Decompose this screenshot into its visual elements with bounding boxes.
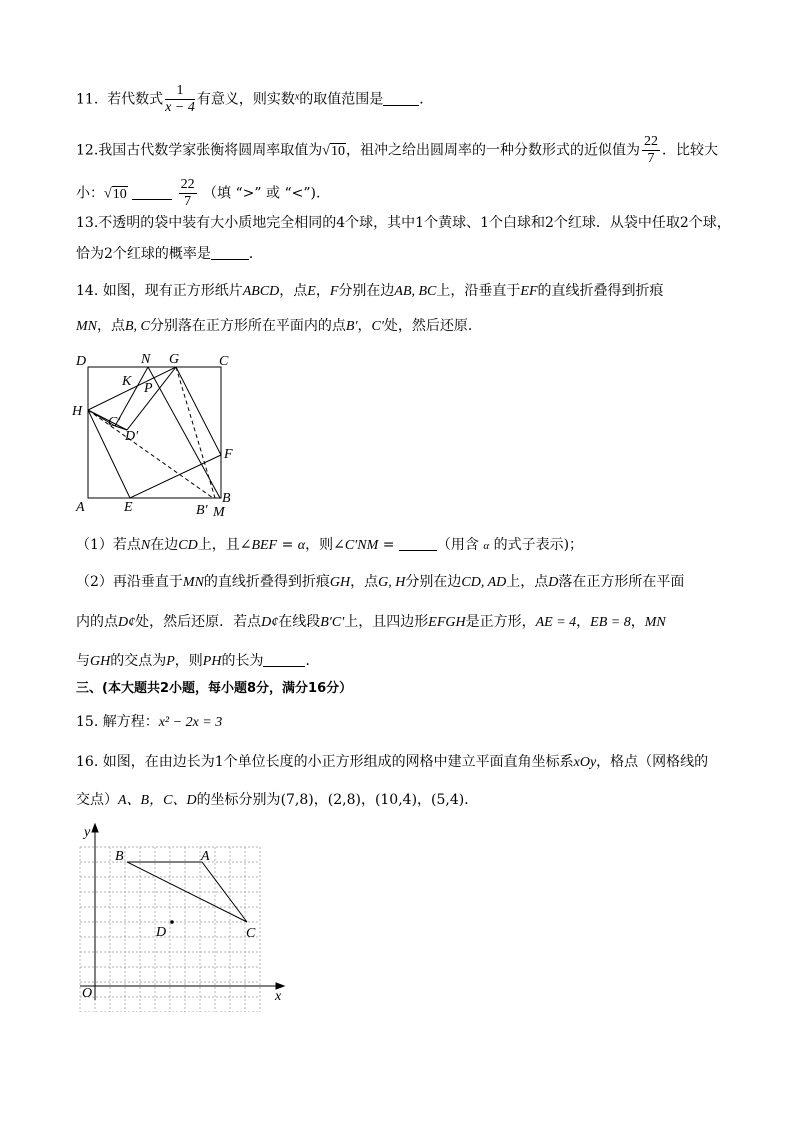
label-M: M <box>213 505 225 520</box>
q11-fraction: $\frac{1}{x - 4}$ <box>165 83 195 115</box>
q13-answer-blank <box>211 245 249 260</box>
label-P: P <box>144 381 153 396</box>
question-12-line1: 12.我国古代数学家张衡将圆周率取值为√10，祖冲之给出圆周率的一种分数形式的近似值为 $\frac{22}{7}$ ．比较大 <box>76 134 718 166</box>
label-Dprime: D′ <box>125 429 139 444</box>
dashed-h-bprime <box>88 410 213 498</box>
label-N: N <box>141 352 151 367</box>
label-Bprime: B′ <box>196 503 208 518</box>
sqrt-10-compare: √10 <box>104 186 127 202</box>
q14-1-answer-blank <box>399 536 437 551</box>
square-abcd <box>88 367 221 498</box>
section-3-header: 三、(本大题共2小题，每小题8分，满分16分） <box>76 681 353 696</box>
label-O: O <box>82 986 93 1001</box>
label-F: F <box>224 447 233 462</box>
q14-2-answer-blank <box>263 652 305 667</box>
question-14-part2-line3: 与GH的交点为P，则PH的长为 ． <box>76 653 320 669</box>
q12-fraction-compare: $\frac{22}{7}$ <box>180 177 195 209</box>
point-D <box>170 920 174 924</box>
question-14-part2-line1: （2）再沿垂直于MN的直线折叠得到折痕GH，点G, H分别在边CD, AD上，点D落在正方形所在平面 <box>76 574 685 590</box>
q16-labels <box>82 825 282 1004</box>
q13-number: 13. <box>76 215 99 231</box>
label-C: C <box>219 354 229 369</box>
q12-fraction: $\frac{22}{7}$ <box>643 134 658 166</box>
label-G: G <box>169 352 180 367</box>
label-A: A <box>76 500 85 515</box>
segment-dprime-g <box>127 367 176 430</box>
q14-square-figure <box>70 348 250 520</box>
label-B: B <box>115 849 124 864</box>
q11-text: 若代数式 <box>107 91 164 108</box>
label-A: A <box>201 849 210 864</box>
question-15: 15. 解方程：x² − 2x = 3 <box>76 714 223 730</box>
grid-lines <box>80 847 260 1012</box>
sqrt-10: √10 <box>322 143 345 159</box>
q14-number: 14. <box>76 283 99 299</box>
question-13-line1: 13.不透明的袋中装有大小质地完全相同的4个球，其中1个黄球、1个白球和2个红球．从袋中任取2个球， <box>76 215 731 231</box>
label-D: D <box>156 925 167 940</box>
question-11: 11. 若代数式 $\frac{1}{x - 4}$ 有意义，则实数$^x$的取值范围是 ． <box>76 83 434 115</box>
question-16-line1: 16. 如图，在由边长为1个单位长度的小正方形组成的网格中建立平面直角坐标系xOy，格点（网格线的 <box>76 754 709 770</box>
label-C: C <box>246 926 256 941</box>
label-y: y <box>84 825 91 840</box>
question-14-line2: MN，点B, C分别落在正方形所在平面内的点B′，C′处，然后还原． <box>76 318 482 334</box>
q16-grid-figure <box>70 822 290 1012</box>
q16-coordinates: (7,8)，(2,8)，(10,4)，(5,4)． <box>280 792 479 808</box>
label-K: K <box>122 374 132 389</box>
question-14-part2-line2: 内的点D¢处，然后还原．若点D¢在线段B′C′上，且四边形EFGH是正方形，AE = 4，EB = 8，MN <box>76 614 666 630</box>
question-14-line1: 14. 如图，现有正方形纸片ABCD，点E，F分别在边AB, BC上，沿垂直于EF的直线折叠得到折痕 <box>76 283 664 299</box>
q11-number: 11. <box>76 91 99 108</box>
question-14-part1: （1）若点N在边CD上，且∠BEF = α，则∠C′NM = （用含 α 的式子表示)； <box>76 537 584 553</box>
label-B: B <box>222 491 231 506</box>
label-H: H <box>72 404 83 419</box>
q15-equation: x² − 2x = 3 <box>158 715 223 730</box>
q11-answer-blank <box>383 91 419 106</box>
square-efgh <box>88 367 221 498</box>
y-axis-arrow <box>92 824 98 832</box>
label-E: E <box>124 500 133 515</box>
question-16-line2: 交点）A、B，C、D的坐标分别为(7,8)，(2,8)，(10,4)，(5,4)． <box>76 792 479 808</box>
q12-number: 12. <box>76 142 99 159</box>
label-D: D <box>76 354 87 369</box>
question-12-line2: 小：√10 $\frac{22}{7}$ （填 “>” 或 “<”). <box>76 177 321 209</box>
question-13-line2: 恰为2个红球的概率是 ． <box>76 246 263 262</box>
label-Cprime: C′ <box>108 415 121 430</box>
q12-answer-blank <box>132 185 172 200</box>
label-x: x <box>275 989 282 1004</box>
